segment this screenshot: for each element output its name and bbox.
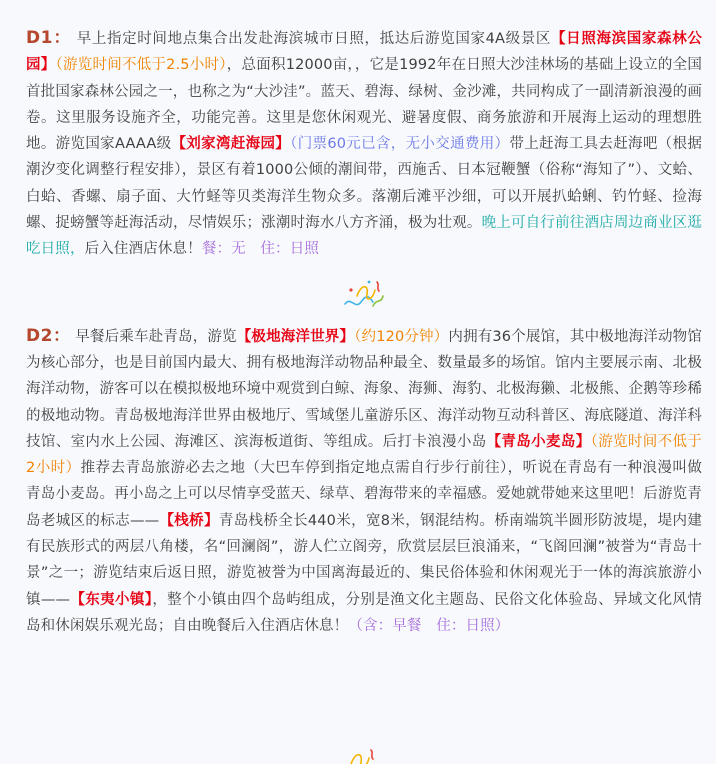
day2-label: D2： (26, 325, 71, 346)
day2-spot-dongyi-town: 【东夷小镇】 (70, 591, 153, 608)
day2-spot-xiaomai-island: 【青岛小麦岛】 (486, 433, 591, 450)
day2-text-1: 早餐后乘车赴青岛，游览 (70, 328, 237, 345)
day1-evening-note: 晚上可自行前往酒店周边商业区逛吃日照， (26, 215, 702, 258)
day2-text-2: 内拥有36个展馆，其中极地海洋动物馆为核心部分，也是目前国内最大、拥有极地海洋动物品种最全、数量最多的场馆。馆内主要展示南、北极海洋动物，游客可以在模拟极地环境中观赏到白鲸、海象、海狮、海豹、北极海獭、北极熊、企鹅等珍稀的极地动物。青岛极地海洋世界由极地厅、雪域堡儿童游乐区、海洋动物互动科普区、海底隧道、海洋科技馆、室内水上公园、海滩区、滨海板道街、等组成。后打卡浪漫小岛 (26, 328, 702, 450)
day2-text-4: 青岛栈桥全长440米，宽8米，钢混结构。桥南端筑半圆形防波堤，堤内建有民族形式的两层八角楼，名“回澜阁”，游人伫立阁旁，欣赏层层巨浪涌来，“飞阁回澜”被誉为“青岛十景”之一；游览结束后返日照，游览被誉为中国离海最近的、集民俗体验和休闲观光于一体的海滨旅游小镇—— (26, 512, 702, 608)
day1-text-1: 早上指定时间地点集合出发赴海滨城市日照，抵达后游览国家4A级景区 (71, 31, 552, 47)
day1-spot-forest-park-time: （游览时间不低于2.5小时） (55, 57, 227, 74)
day1-text-4: 后入住酒店休息！ (84, 241, 202, 258)
festive-confetti-swirl-icon (337, 744, 379, 764)
day2-spot-polar-ocean-world-time: （约120分钟） (354, 328, 449, 345)
day2-paragraph (26, 323, 702, 640)
day2-spot-polar-ocean-world: 【极地海洋世界】 (236, 328, 355, 345)
festive-confetti-swirl-icon (343, 276, 385, 312)
day2-spot-xiaomai-island-time: （游览时间不低于2小时） (26, 433, 702, 477)
day1-spot-tidal-park-ticket: （门票60元已含，无小交通费用） (290, 136, 510, 153)
day2-text-5: ，整个小镇由四个岛屿组成，分别是渔文化主题岛、民俗文化体验岛、异域文化风情岛和休闲娱乐观光岛；自由晚餐后入住酒店休息！ (26, 591, 703, 634)
day1-spot-forest-park: 【日照海滨国家森林公园】 (26, 31, 702, 74)
day1-meals-lodging: 餐：无 住：日照 (201, 241, 320, 258)
day1-text-3: 带上赶海工具去赶海吧（根据潮汐变化调整行程安排），景区有着1000公倾的潮间带，西施舌、日本冠鞭蟹（俗称“海知了”）、文蛤、白蛤、香螺、扇子面、大竹蛏等贝类海洋生物众多。落潮后滩平沙细，可以开展扒蛤蜊、钓竹蛏、捡海螺、捉螃蟹等赶海活动，尽情娱乐；涨潮时海水八方齐涌，极为壮观。 (26, 136, 702, 232)
day1-text-2: ，总面积12000亩，，它是1992年在日照大沙洼林场的基础上设立的全国首批国家森林公园之一，也称之为“大沙洼”。蓝天、碧海、绿树、金沙滩，共同构成了一副清新浪漫的画卷。这里服务设施齐全，功能完善。这里是您休闲观光、避暑度假、商务旅游和开展海上运动的理想胜地。游览国家AAAA级 (26, 57, 702, 153)
day1-label: D1： (26, 28, 72, 48)
day1-paragraph (26, 25, 702, 263)
day2-text-3: 推荐去青岛旅游必去之地（大巴车停到指定地点需自行步行前往），听说在青岛有一种浪漫叫做青岛小麦岛。再小岛之上可以尽情享受蓝天、绿草、碧海带来的幸福感。爱她就带她来这里吧！后游览青岛老城区的标志—— (26, 460, 703, 529)
day1-spot-tidal-park: 【刘家湾赶海园】 (171, 136, 291, 153)
day2-spot-zhanqiao-pier: 【栈桥】 (159, 512, 219, 529)
day2-meals-lodging: （含：早餐 住：日照） (348, 617, 510, 634)
